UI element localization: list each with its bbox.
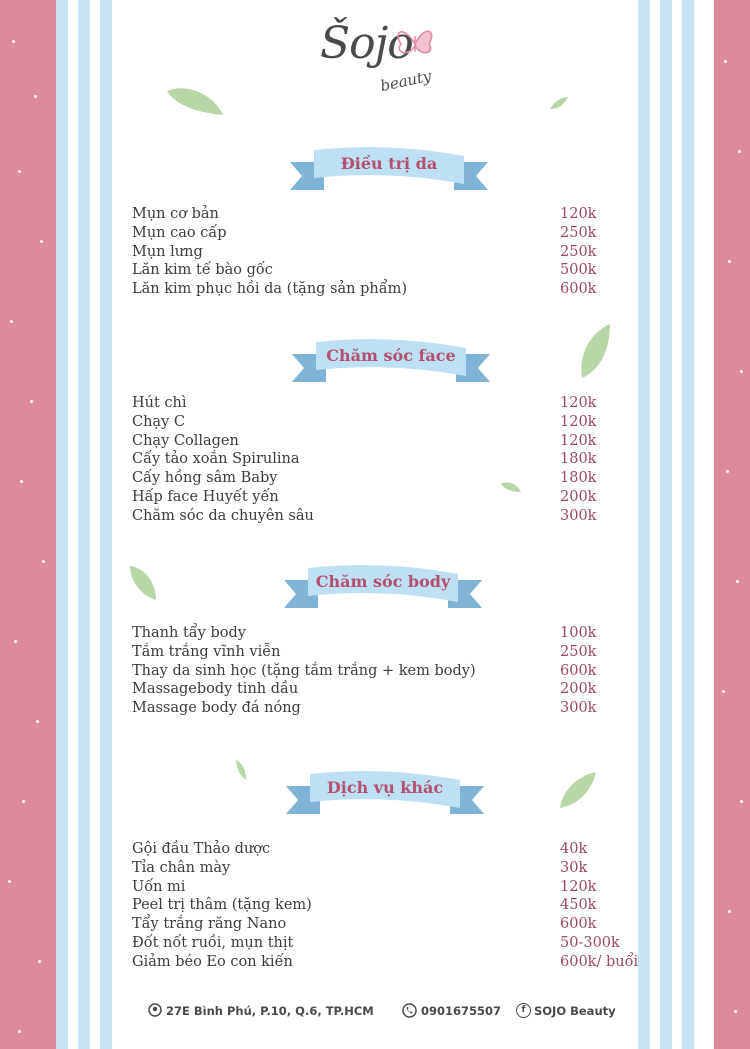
right-blue-stripe-outer xyxy=(682,0,694,1049)
service-price: 120k xyxy=(560,395,597,411)
footer-facebook[interactable]: SOJO Beauty xyxy=(534,1004,616,1018)
service-price: 500k xyxy=(560,262,597,279)
service-name: Peel trị thâm (tặng kem) xyxy=(132,897,312,914)
brand-logo: Šojo xyxy=(320,18,413,69)
list-item xyxy=(132,643,652,662)
service-name: Massagebody tinh dầu xyxy=(132,681,299,698)
service-name: Giảm béo Eo con kiến xyxy=(132,953,293,970)
list-item xyxy=(132,699,652,718)
service-price: 600k xyxy=(560,662,597,679)
service-price: 300k xyxy=(560,507,597,524)
service-price: 120k xyxy=(560,432,597,449)
section-title: Dịch vụ khác xyxy=(326,778,444,797)
service-price: 600k/ buổi xyxy=(560,953,639,970)
service-name: Mụn lưng xyxy=(132,243,203,260)
list-item xyxy=(132,662,652,681)
list-item xyxy=(132,413,652,432)
facebook-icon: f xyxy=(516,1003,531,1018)
service-name: Thanh tẩy body xyxy=(132,625,246,641)
section-title: Chăm sóc body xyxy=(315,572,451,591)
service-name: Cấy hồng sâm Baby xyxy=(132,470,278,487)
list-item xyxy=(132,680,652,699)
service-name: Tỉa chân mày xyxy=(132,859,231,876)
right-white-gap-3 xyxy=(694,0,714,1049)
list-item xyxy=(132,507,652,526)
price-list-body xyxy=(132,624,652,718)
service-name: Tắm trắng vĩnh viễn xyxy=(132,643,281,660)
list-item xyxy=(132,896,652,915)
right-white-gap-2 xyxy=(672,0,682,1049)
list-item xyxy=(132,243,652,262)
service-name: Đốt nốt ruồi, mụn thịt xyxy=(132,934,294,951)
service-name: Chăm sóc da chuyên sâu xyxy=(132,507,314,524)
list-item xyxy=(132,280,652,299)
list-item xyxy=(132,469,652,488)
service-price: 40k xyxy=(560,841,588,857)
service-price: 30k xyxy=(560,859,588,876)
price-list-face xyxy=(132,394,652,526)
service-price: 600k xyxy=(560,916,597,933)
leaf-decoration xyxy=(165,83,225,119)
list-item xyxy=(132,840,652,859)
list-item xyxy=(132,224,652,243)
service-price: 450k xyxy=(560,897,597,914)
footer-address: 27E Bình Phú, P.10, Q.6, TP.HCM xyxy=(166,1004,374,1018)
service-name: Chạy Collagen xyxy=(132,432,239,449)
section-title: Chăm sóc face xyxy=(326,346,456,365)
location-pin-icon xyxy=(148,1003,162,1018)
left-white-gap xyxy=(68,0,78,1049)
price-list-other xyxy=(132,840,652,972)
service-price: 200k xyxy=(560,681,597,698)
left-blue-stripe-inner xyxy=(100,0,112,1049)
list-item xyxy=(132,450,652,469)
left-pink-border xyxy=(0,0,56,1049)
service-name: Lăn kim phục hồi da (tặng sản phẩm) xyxy=(132,281,407,298)
right-pink-border xyxy=(714,0,750,1049)
leaf-decoration xyxy=(548,95,570,111)
left-blue-stripe-mid xyxy=(78,0,90,1049)
service-name: Mụn cơ bản xyxy=(132,206,219,222)
service-name: Gội đầu Thảo dược xyxy=(132,841,271,857)
footer-phone[interactable]: 0901675507 xyxy=(421,1004,502,1018)
list-item xyxy=(132,953,652,972)
brand-sub: beauty xyxy=(378,66,433,96)
leaf-decoration xyxy=(578,322,612,380)
list-item xyxy=(132,859,652,878)
service-name: Cấy tảo xoắn Spirulina xyxy=(132,451,300,468)
service-name: Mụn cao cấp xyxy=(132,224,227,241)
list-item xyxy=(132,878,652,897)
list-item xyxy=(132,934,652,953)
list-item xyxy=(132,261,652,280)
left-white-gap-2 xyxy=(90,0,100,1049)
service-price: 180k xyxy=(560,470,597,487)
service-name: Lăn kim tế bào gốc xyxy=(132,262,273,279)
service-name: Massage body đá nóng xyxy=(132,700,301,717)
service-name: Chạy C xyxy=(132,413,185,430)
service-price: 250k xyxy=(560,243,597,260)
list-item xyxy=(132,205,652,224)
section-title: Điều trị da xyxy=(340,154,438,173)
service-price: 600k xyxy=(560,281,597,298)
butterfly-icon xyxy=(393,22,437,62)
service-price: 50-300k xyxy=(560,934,620,951)
list-item xyxy=(132,488,652,507)
right-blue-stripe-mid xyxy=(660,0,672,1049)
leaf-decoration xyxy=(556,770,598,810)
service-price: 120k xyxy=(560,878,597,895)
left-blue-stripe-outer xyxy=(56,0,68,1049)
service-price: 180k xyxy=(560,451,597,468)
price-list-skin xyxy=(132,205,652,299)
service-price: 100k xyxy=(560,625,597,641)
service-price: 250k xyxy=(560,224,597,241)
service-name: Tẩy trắng răng Nano xyxy=(132,916,287,933)
leaf-decoration xyxy=(234,758,248,782)
list-item xyxy=(132,915,652,934)
service-price: 120k xyxy=(560,413,597,430)
section-banner-skin xyxy=(284,140,494,196)
service-price: 300k xyxy=(560,700,597,717)
list-item xyxy=(132,624,652,643)
service-name: Uốn mi xyxy=(132,878,186,895)
service-name: Thay da sinh học (tặng tắm trắng + kem body) xyxy=(132,662,476,679)
leaf-decoration xyxy=(126,564,158,602)
section-banner-body xyxy=(278,558,488,614)
service-price: 250k xyxy=(560,643,597,660)
list-item xyxy=(132,394,652,413)
contact-footer xyxy=(148,1002,628,1022)
list-item xyxy=(132,432,652,451)
service-name: Hút chì xyxy=(132,395,187,411)
section-banner-other xyxy=(280,764,490,820)
service-price: 120k xyxy=(560,206,597,222)
service-price: 200k xyxy=(560,488,597,505)
section-banner-face xyxy=(286,332,496,388)
service-name: Hấp face Huyết yến xyxy=(132,488,279,505)
phone-icon xyxy=(402,1003,417,1018)
